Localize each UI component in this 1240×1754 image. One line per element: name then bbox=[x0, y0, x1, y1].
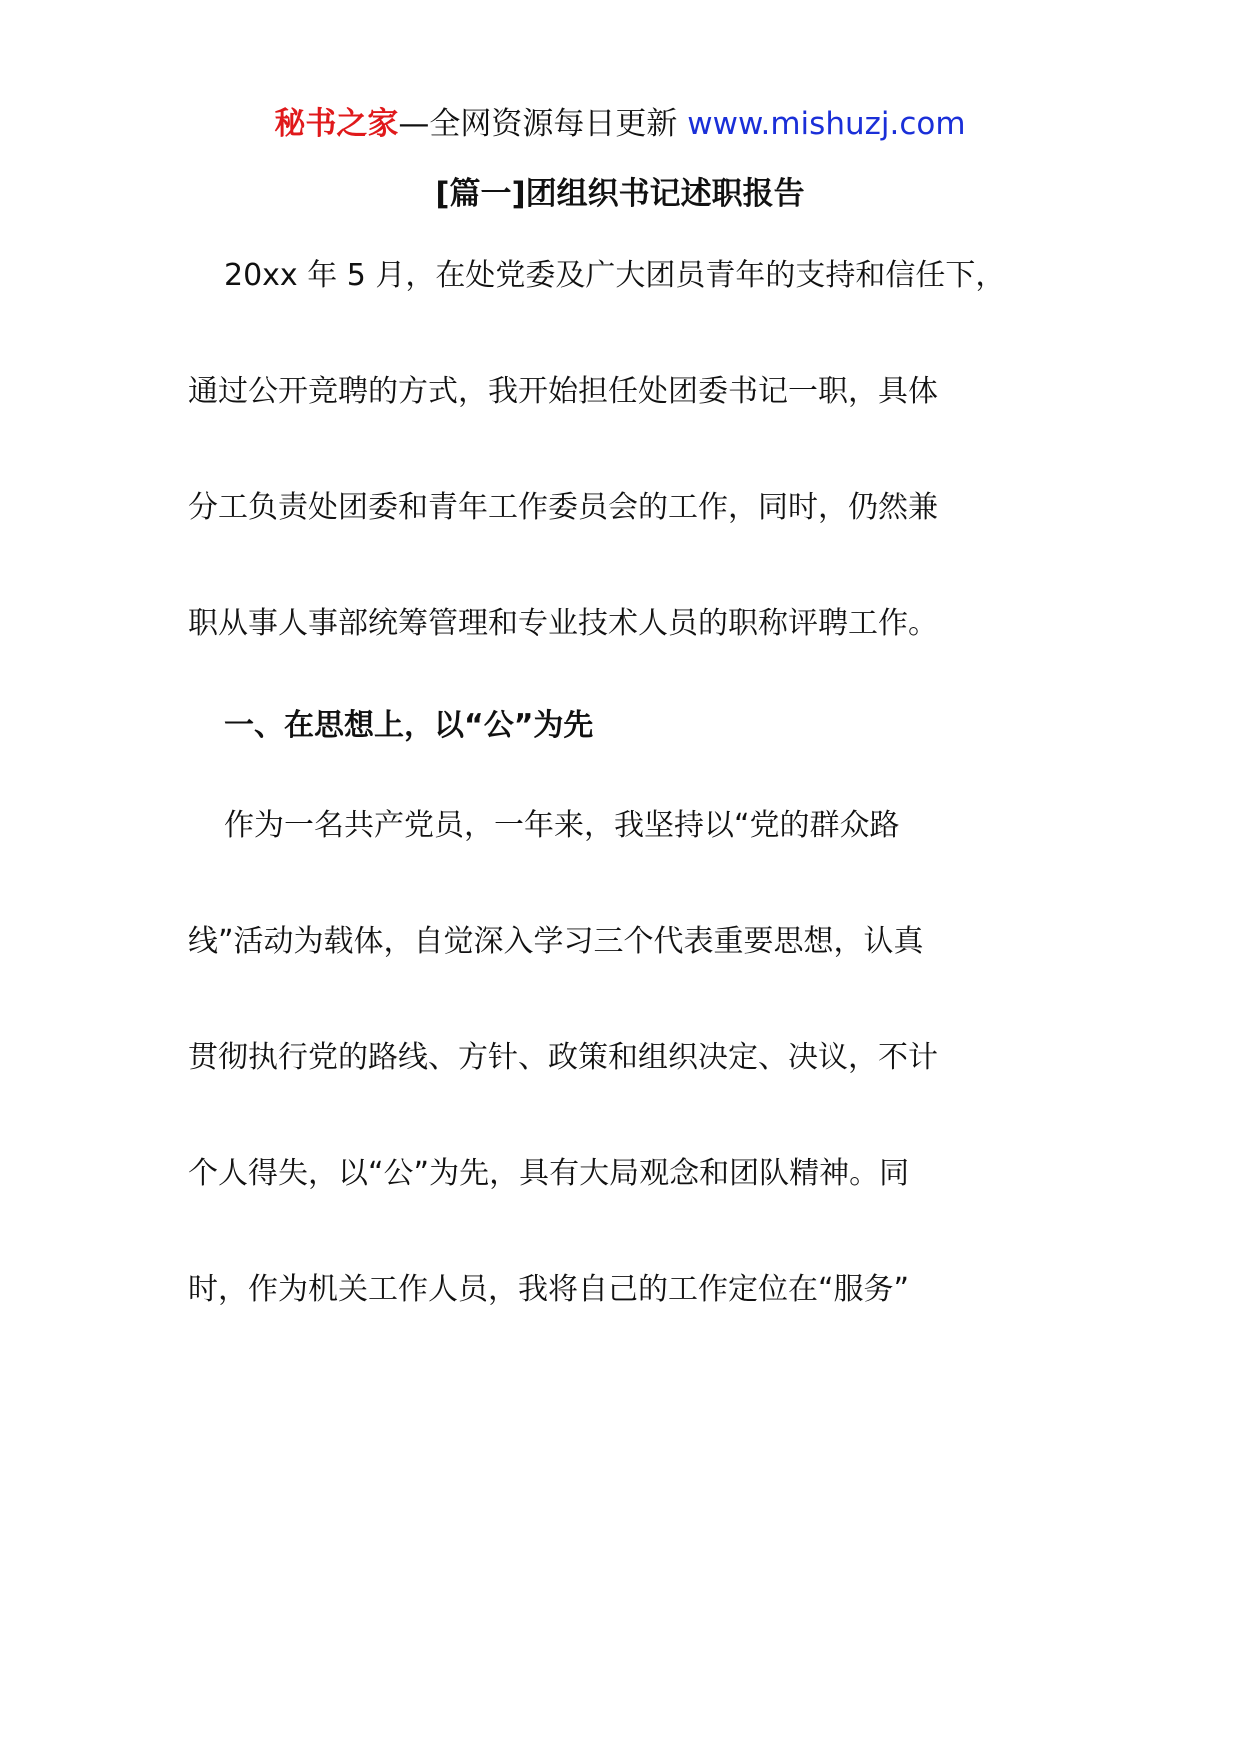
brand-name: 秘书之家 bbox=[274, 106, 399, 142]
paragraph-line: 贯彻执行党的路线、方针、政策和组织决定、决议，不计 bbox=[188, 1040, 938, 1075]
document-title: [篇一]团组织书记述职报告 bbox=[435, 176, 805, 212]
paragraph-line: 作为一名共产党员，一年来，我坚持以“党的群众路 bbox=[224, 808, 900, 843]
section-heading: 一、在思想上，以“公”为先 bbox=[224, 708, 594, 743]
paragraph-line: 20xx 年 5 月，在处党委及广大团员青年的支持和信任下， bbox=[224, 258, 1006, 293]
paragraph-line: 个人得失，以“公”为先，具有大局观念和团队精神。同 bbox=[188, 1156, 910, 1191]
paragraph-line: 时，作为机关工作人员，我将自己的工作定位在“服务” bbox=[188, 1272, 910, 1307]
paragraph-line: 线”活动为载体，自觉深入学习三个代表重要思想，认真 bbox=[188, 924, 924, 959]
site-url-link[interactable]: www.mishuzj.com bbox=[687, 106, 966, 142]
paragraph-line: 分工负责处团委和青年工作委员会的工作，同时，仍然兼 bbox=[188, 490, 938, 525]
site-tagline: —全网资源每日更新 bbox=[398, 106, 678, 142]
paragraph-line: 通过公开竞聘的方式，我开始担任处团委书记一职，具体 bbox=[188, 374, 938, 409]
site-header bbox=[0, 100, 1240, 148]
paragraph-line: 职从事人事部统筹管理和专业技术人员的职称评聘工作。 bbox=[188, 606, 938, 641]
